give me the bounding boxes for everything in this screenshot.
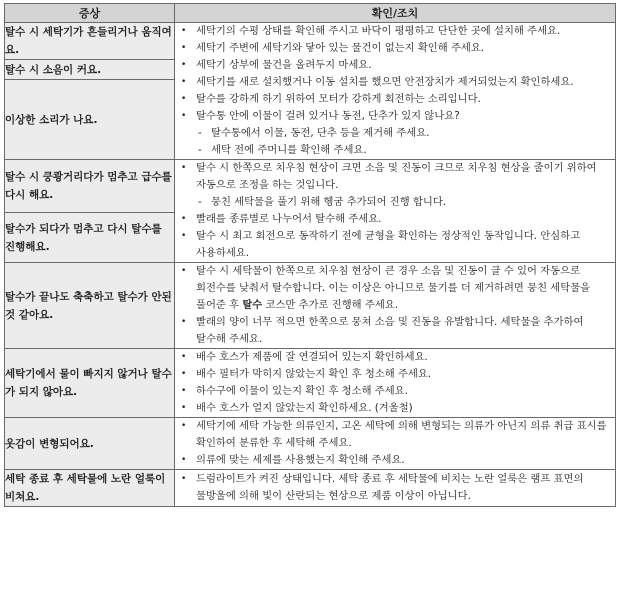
bullet-icon: •: [181, 26, 187, 36]
bullet-icon: •: [181, 317, 187, 327]
action-item: • 탈수 시 세탁물이 한쪽으로 치우침 현상이 큰 경우 소음 및 진동이 클 수 있어 자동으로 회전수를 낮춰서 탈수합니다. 이는 이상은 아니므로 물기를 더 제거하려면 뭉친 세탁물을 풀어준 후 탈수 코스만 추가로 진행해 주세요.: [181, 265, 591, 311]
symptom-cell: 세탁기에서 물이 빠지지 않거나 탈수가 되지 않아요.: [5, 349, 175, 418]
bullet-icon: •: [181, 214, 187, 224]
table-row: [5, 470, 616, 507]
bullet-icon: •: [181, 60, 187, 70]
symptom-cell: 탈수 시 쿵쾅거리다가 멈추고 급수를 다시 해요.: [5, 160, 175, 213]
header-action: 확인/조치: [175, 4, 616, 23]
bullet-icon: •: [181, 352, 187, 362]
action-item: • 배수 호스가 제품에 잘 연결되어 있는지 확인하세요.: [175, 349, 615, 366]
action-item: • 세탁기의 수평 상태를 확인해 주시고 바닥이 평평하고 단단한 곳에 설치해 주세요.: [175, 23, 615, 40]
symptom-cell: 탈수가 끝나도 축축하고 탈수가 안된 것 같아요.: [5, 263, 175, 349]
action-item: • 탈수를 강하게 하기 위하여 모터가 강하게 회전하는 소리입니다.: [175, 91, 615, 108]
action-cell: [175, 418, 616, 470]
troubleshooting-table: [4, 3, 616, 507]
symptom-cell: 세탁 종료 후 세탁물에 노란 얼룩이 비쳐요.: [5, 470, 175, 507]
table-row: [5, 160, 616, 213]
bullet-icon: •: [181, 111, 187, 121]
action-item: • 탈수 시 최고 회전으로 동작하기 전에 균형을 확인하는 정상적인 동작입니다. 안심하고 사용하세요.: [181, 230, 581, 259]
action-item: • 빨래의 양이 너무 적으면 한쪽으로 뭉쳐 소음 및 진동을 유발합니다. 세탁물을 추가하여 탈수해 주세요.: [181, 316, 584, 345]
bullet-icon: •: [181, 421, 187, 431]
dash-icon: -: [198, 196, 202, 208]
action-cell: [175, 349, 616, 418]
symptom-cell: 탈수 시 세탁기가 흔들리거나 움직여요.: [5, 23, 175, 60]
dash-icon: -: [198, 144, 202, 156]
action-subitem: - 탈수통에서 이물, 동전, 단추 등을 제거해 주세요.: [175, 125, 615, 142]
action-item: • 세탁기 상부에 물건을 올려두지 마세요.: [175, 57, 615, 74]
action-cell: [175, 470, 616, 507]
action-cell: [175, 23, 616, 160]
table-header-row: [5, 4, 616, 23]
spin-course-label: 탈수: [242, 299, 263, 311]
action-item: • 탈수 시 한쪽으로 치우침 현상이 크면 소음 및 진동이 크므로 치우침 현상을 줄이기 위하여 자동으로 조정을 하는 것입니다.: [181, 162, 597, 191]
dash-icon: -: [198, 127, 202, 139]
bullet-icon: •: [181, 94, 187, 104]
table-row: [5, 418, 616, 470]
action-item: • 배수 필터가 막히지 않았는지 확인 후 청소해 주세요.: [175, 366, 615, 383]
action-subitem: - 세탁 전에 주머니를 확인해 주세요.: [175, 142, 615, 159]
troubleshooting-table-wrapper: [4, 3, 615, 507]
bullet-icon: •: [181, 386, 187, 396]
table-row: [5, 263, 616, 349]
action-subitem: - 뭉친 세탁물을 풀기 위해 헹굼 추가되어 진행 합니다.: [175, 194, 615, 211]
bullet-icon: •: [181, 231, 187, 241]
symptom-cell: 이상한 소리가 나요.: [5, 80, 175, 160]
action-cell: [175, 263, 616, 349]
bullet-icon: •: [181, 43, 187, 53]
symptom-cell: 옷감이 변형되어요.: [5, 418, 175, 470]
table-row: [5, 23, 616, 60]
bullet-icon: •: [181, 455, 187, 465]
action-item: • 빨래를 종류별로 나누어서 탈수해 주세요.: [175, 211, 615, 228]
bullet-icon: •: [181, 474, 187, 484]
action-item: • 의류에 맞는 세제를 사용했는지 확인해 주세요.: [175, 452, 615, 469]
action-item: • 드럼라이트가 켜진 상태입니다. 세탁 종료 후 세탁물에 비치는 노란 얼룩은 램프 표면의 물방울에 의해 빛이 산란되는 현상으로 제품 이상이 아닙니다.: [181, 473, 584, 502]
header-symptom: 증상: [5, 4, 175, 23]
action-item: • 배수 호스가 얼지 않았는지 확인하세요. (겨울철): [175, 400, 615, 417]
action-item: • 세탁기에 세탁 가능한 의류인지, 고온 세탁에 의해 변형되는 의류가 아닌지 의류 취급 표시를 확인하여 분류한 후 세탁해 주세요.: [181, 420, 607, 449]
bullet-icon: •: [181, 163, 187, 173]
symptom-cell: 탈수 시 소음이 커요.: [5, 60, 175, 80]
bullet-icon: •: [181, 369, 187, 379]
bullet-icon: •: [181, 266, 187, 276]
action-item: • 탈수통 안에 이물이 걸려 있거나 동전, 단추가 있지 않나요?: [175, 108, 615, 125]
action-item: • 세탁기 주변에 세탁기와 닿아 있는 물건이 없는지 확인해 주세요.: [175, 40, 615, 57]
action-item: • 세탁기를 새로 설치했거나 이동 설치를 했으면 안전장치가 제거되었는지 확인하세요.: [175, 74, 615, 91]
bullet-icon: •: [181, 403, 187, 413]
bullet-icon: •: [181, 77, 187, 87]
symptom-cell: 탈수가 되다가 멈추고 다시 탈수를 진행해요.: [5, 213, 175, 263]
action-item: • 하수구에 이물이 있는지 확인 후 청소해 주세요.: [175, 383, 615, 400]
table-row: [5, 349, 616, 418]
action-cell: [175, 160, 616, 263]
